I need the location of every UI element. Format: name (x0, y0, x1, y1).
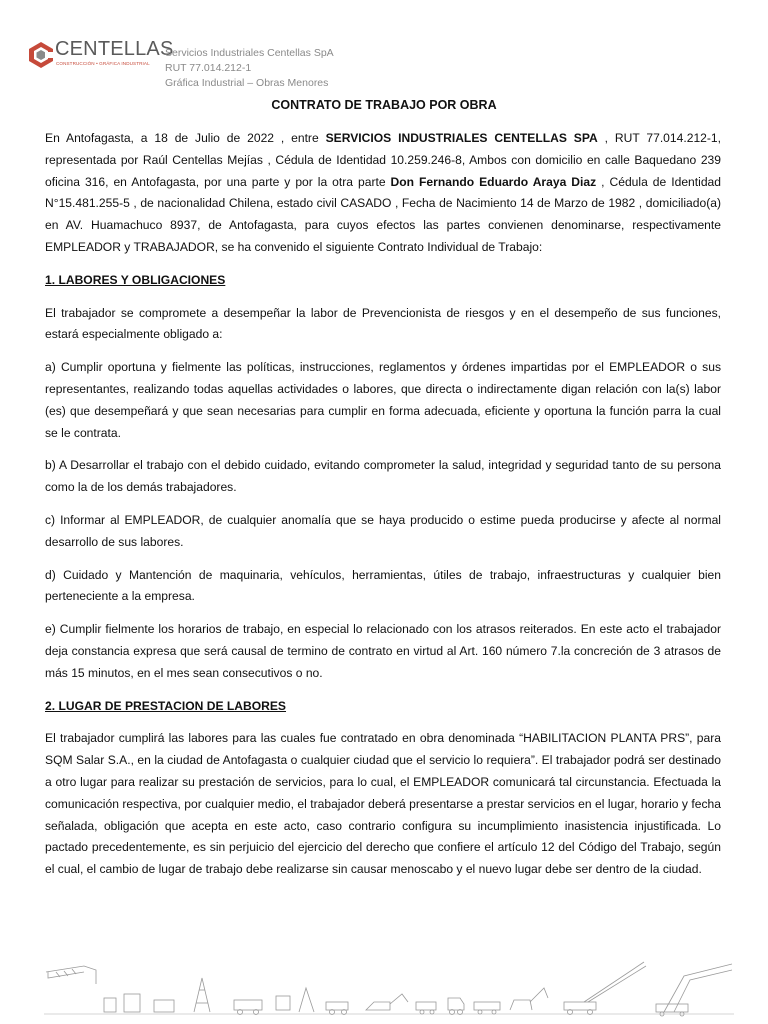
logo-wordmark: CENTELLAS (55, 38, 174, 60)
document-title: CONTRATO DE TRABAJO POR OBRA (271, 98, 497, 112)
clause-e: e) Cumplir fielmente los horarios de trabajo, en especial lo relacionado con los atrasos reiterados. En este acto el trabajador deja constancia expresa que será causal de termino de contrato en virtud al Art. 160 número 7.la concreción de 3 atrasos de más 15 minutos, en el mes sean consecutivos o no. (45, 622, 721, 680)
clause-a: a) Cumplir oportuna y fielmente las políticas, instrucciones, reglamentos y órdenes impartidas por el EMPLEADOR o sus representantes, realizando todas aquellas actividades o labores, que directa o indirectamente digan relación con la(s) labor (es) que desempeñará y que sean necesarias para cumplir en forma adecuada, eficiente y oportuna la función parra la cual se le contrata. (45, 360, 721, 440)
intro-text-3: , Cédula de Identidad N°15.481.255-5 , de nacionalidad Chilena, estado civil CASADO , Fecha de Nacimiento 14 de Marzo de 1982 , domiciliado(a) en AV. Huamachuco 8937, de Antofagasta, para cuyos efectos las partes convienen denominarse, respectivamente EMPLEADOR y TRABAJADOR, se ha convenido el siguiente Contrato Individual de Trabajo: (45, 174, 721, 254)
contract-body (45, 128, 721, 892)
centellas-logo-icon (28, 41, 54, 69)
clause-c: c) Informar al EMPLEADOR, de cualquier anomalía que se haya producido o estime pueda producirse y afecte al normal desarrollo de sus labores. (45, 512, 721, 549)
company-logo (28, 38, 174, 74)
company-name: Servicios Industriales Centellas SpA (165, 47, 334, 59)
employer-name: SERVICIOS INDUSTRIALES CENTELLAS SPA (325, 131, 598, 145)
section-1-heading: 1. LABORES Y OBLIGACIONES (45, 272, 226, 287)
intro-paragraph (45, 128, 721, 259)
clause-d: d) Cuidado y Mantención de maquinaria, vehículos, herramientas, útiles de trabajo, infraestructuras y cualquier bien perteneciente a la empresa. (45, 567, 721, 604)
intro-text-1: En Antofagasta, a 18 de Julio de 2022 , entre (45, 131, 326, 145)
machinery-footer-illustration (44, 958, 734, 1018)
section-2-heading: 2. LUGAR DE PRESTACION DE LABORES (45, 698, 287, 713)
company-rut: RUT 77.014.212-1 (165, 62, 252, 74)
logo-tagline: CONSTRUCCIÓN • GRÁFICA INDUSTRIAL (56, 61, 150, 66)
intro-text-2: , RUT 77.014.212-1, representada por Raúl Centellas Mejías , Cédula de Identidad 10.259.246-8, Ambos con domicilio en calle Baquedano 239 oficina 316, en Antofagasta, por una parte y por la otra parte (45, 131, 722, 189)
letterhead (28, 38, 748, 98)
worker-name: Don Fernando Eduardo Araya Diaz (390, 174, 597, 189)
company-info (165, 46, 334, 91)
clause-b: b) A Desarrollar el trabajo con el debido cuidado, evitando comprometer la salud, integridad y seguridad tanto de su persona como la de los demás trabajadores. (45, 458, 721, 495)
section-1-lead: El trabajador se compromete a desempeñar la labor de Prevencionista de riesgos y en el desempeño de sus funciones, estará especialmente obligado a: (45, 305, 721, 342)
section-2-paragraph: El trabajador cumplirá las labores para las cuales fue contratado en obra denominada “HABILITACION PLANTA PRS”, para SQM Salar S.A., en la ciudad de Antofagasta o cualquier ciudad que el servicio lo requiera”. El trabajador podrá ser destinado a otro lugar para realizar su prestación de servicios, para lo cual, el EMPLEADOR comunicará tal circunstancia. Efectuada la comunicación respectiva, por cualquier medio, el trabajador deberá presentarse a prestar servicios en el lugar, horario y fecha señalada, obligación que acepta en este acto, caso contrario configura su incumplimiento inasistencia injustificada. Lo pactado precedentemente, es sin perjuicio del ejercicio del derecho que confiere el artículo 12 del Código del Trabajo, según el cual, el cambio de lugar de trabajo debe realizarse sin causar menoscabo y el nuevo lugar debe ser dentro de la ciudad. (45, 731, 721, 877)
company-activity: Gráfica Industrial – Obras Menores (165, 77, 329, 89)
